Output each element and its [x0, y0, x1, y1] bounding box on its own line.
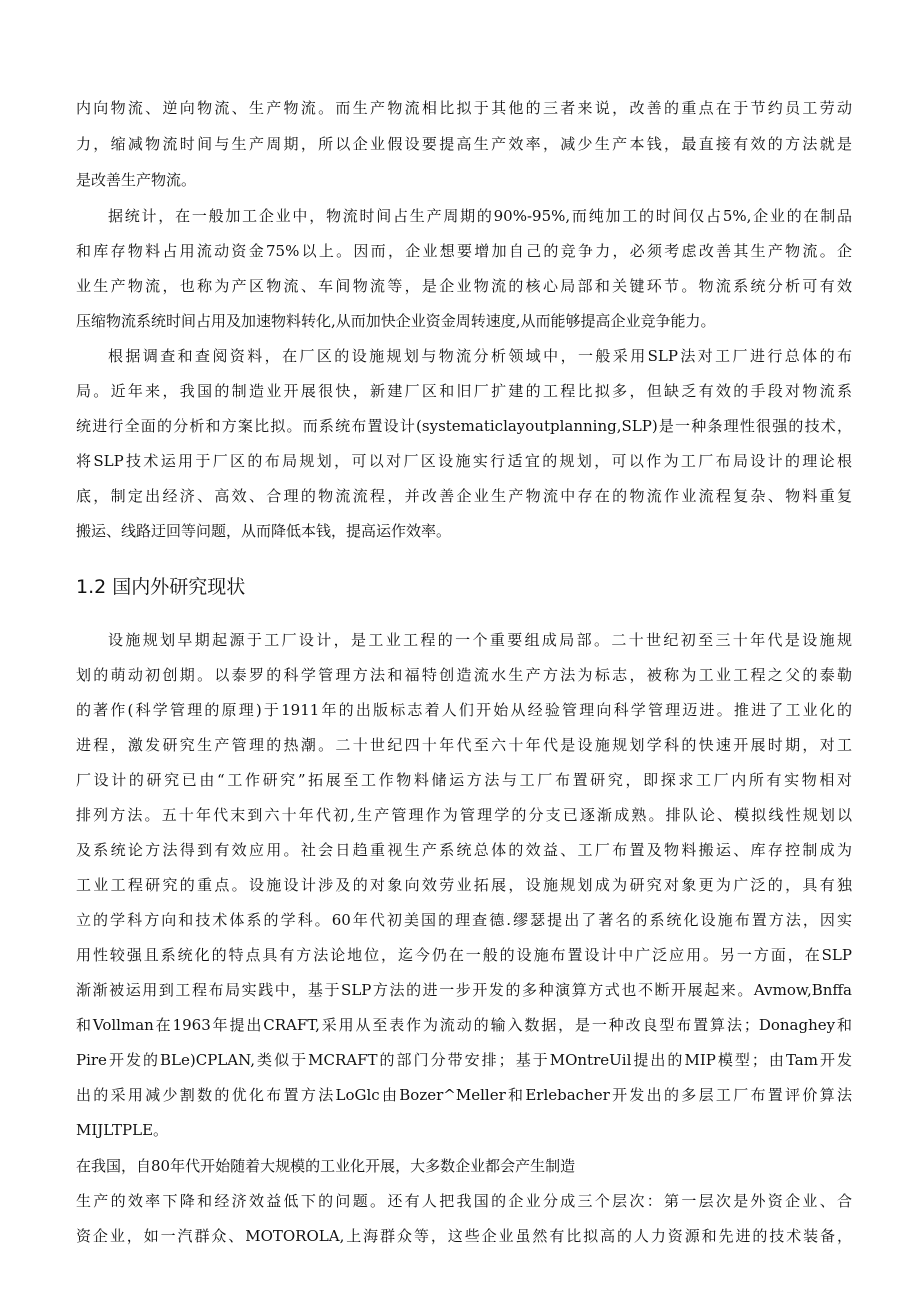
- paragraph-4-line-11: 渐渐被运用到工程布局实践中，基于SLP方法的进一步开发的多种演算方式也不断开展起来。Avmow,Bnffa: [76, 981, 852, 999]
- paragraph-4-line-3: 的著作(科学管理的原理)于1911年的出版标志着人们开始从经验管理向科学管理迈进。推进了工业化的: [76, 701, 852, 719]
- paragraph-1-line-2: 力，缩减物流时间与生产周期，所以企业假设要提高生产效率，减少生产本钱，最直接有效的方法就是: [76, 135, 852, 153]
- paragraph-2-line-3: 业生产物流，也称为产区物流、车间物流等，是企业物流的核心局部和关键环节。物流系统分析可有效: [76, 277, 852, 295]
- paragraph-2-line-2: 和库存物料占用流动资金75%以上。因而，企业想要增加自己的竞争力，必须考虑改善其生产物流。企: [76, 242, 852, 260]
- paragraph-3-line-1: 根据调查和查阅资料，在厂区的设施规划与物流分析领域中，一般采用SLP法对工厂进行总体的布: [108, 347, 852, 365]
- paragraph-4-line-2: 划的萌动初创期。以泰罗的科学管理方法和福特创造流水生产方法为标志，被称为工业工程之父的泰勒: [76, 666, 852, 684]
- paragraph-4-line-1: 设施规划早期起源于工厂设计，是工业工程的一个重要组成局部。二十世纪初至三十年代是设施规: [108, 631, 852, 649]
- paragraph-2-line-4: 压缩物流系统时间占用及加速物料转化,从而加快企业资金周转速度,从而能够提高企业竞争能力。: [76, 312, 716, 330]
- paragraph-3-line-3: 统进行全面的分析和方案比拟。而系统布置设计(systematiclayoutplanning,SLP)是一种条理性很强的技术，: [76, 417, 852, 435]
- paragraph-3-line-5: 底，制定出经济、高效、合理的物流流程，并改善企业生产物流中存在的物流作业流程复杂、物料重复: [76, 487, 852, 505]
- paragraph-6-line-1: 生产的效率下降和经济效益低下的问题。还有人把我国的企业分成三个层次：第一层次是外资企业、合: [76, 1192, 852, 1210]
- paragraph-5-line-1: 在我国，自80年代开始随着大规模的工业化开展，大多数企业都会产生制造: [76, 1157, 576, 1175]
- paragraph-3-line-4: 将SLP技术运用于厂区的布局规划，可以对厂区设施实行适宜的规划，可以作为工厂布局设计的理论根: [76, 452, 852, 470]
- paragraph-4-line-15: MIJLTPLE。: [76, 1121, 169, 1139]
- paragraph-4-line-4: 进程，激发研究生产管理的热潮。二十世纪四十年代至六十年代是设施规划学科的快速开展时期，对工: [76, 736, 852, 754]
- paragraph-3-line-2: 局。近年来，我国的制造业开展很快，新建厂区和旧厂扩建的工程比拟多，但缺乏有效的手段对物流系: [76, 382, 852, 400]
- paragraph-4-line-5: 厂设计的研究已由“工作研究”拓展至工作物料储运方法与工厂布置研究，即探求工厂内所有实物相对: [76, 771, 852, 789]
- paragraph-2-line-1: 据统计，在一般加工企业中，物流时间占生产周期的90%-95%,而纯加工的时间仅占5%,企业的在制品: [108, 207, 852, 225]
- paragraph-1-line-3: 是改善生产物流。: [76, 171, 197, 189]
- paragraph-4-line-14: 出的采用减少割数的优化布置方法LoGlc由Bozer^Meller和Erlebacher开发出的多层工厂布置评价算法: [76, 1086, 852, 1104]
- paragraph-4-line-12: 和Vollman在1963年提出CRAFT,采用从至表作为流动的输入数据，是一种改良型布置算法；Donaghey和: [76, 1016, 852, 1034]
- paragraph-4-line-9: 立的学科方向和技术体系的学科。60年代初美国的理查德.缪瑟提出了著名的系统化设施布置方法，因实: [76, 911, 852, 929]
- paragraph-3-line-6: 搬运、线路迂回等问题，从而降低本钱，提高运作效率。: [76, 522, 452, 540]
- paragraph-1-line-1: 内向物流、逆向物流、生产物流。而生产物流相比拟于其他的三者来说，改善的重点在于节约员工劳动: [76, 99, 852, 117]
- paragraph-4-line-13: Pire开发的BLe)CPLAN,类似于MCRAFT的部门分带安排；基于MOntreUil提出的MIP模型；由Tam开发: [76, 1051, 852, 1069]
- section-heading: 1.2 国内外研究现状: [76, 576, 246, 598]
- paragraph-4-line-8: 工业工程研究的重点。设施设计涉及的对象向效劳业拓展，设施规划成为研究对象更为广泛的，具有独: [76, 876, 852, 894]
- paragraph-4-line-7: 及系统论方法得到有效应用。社会日趋重视生产系统总体的效益、工厂布置及物料搬运、库存控制成为: [76, 841, 852, 859]
- paragraph-4-line-6: 排列方法。五十年代末到六十年代初,生产管理作为管理学的分支已逐渐成熟。排队论、模拟线性规划以: [76, 806, 852, 824]
- paragraph-6-line-2: 资企业，如一汽群众、MOTOROLA,上海群众等，这些企业虽然有比拟高的人力资源和先进的技术装备，: [76, 1227, 852, 1245]
- paragraph-4-line-10: 用性较强且系统化的特点具有方法论地位，迄今仍在一般的设施布置设计中广泛应用。另一方面，在SLP: [76, 946, 852, 964]
